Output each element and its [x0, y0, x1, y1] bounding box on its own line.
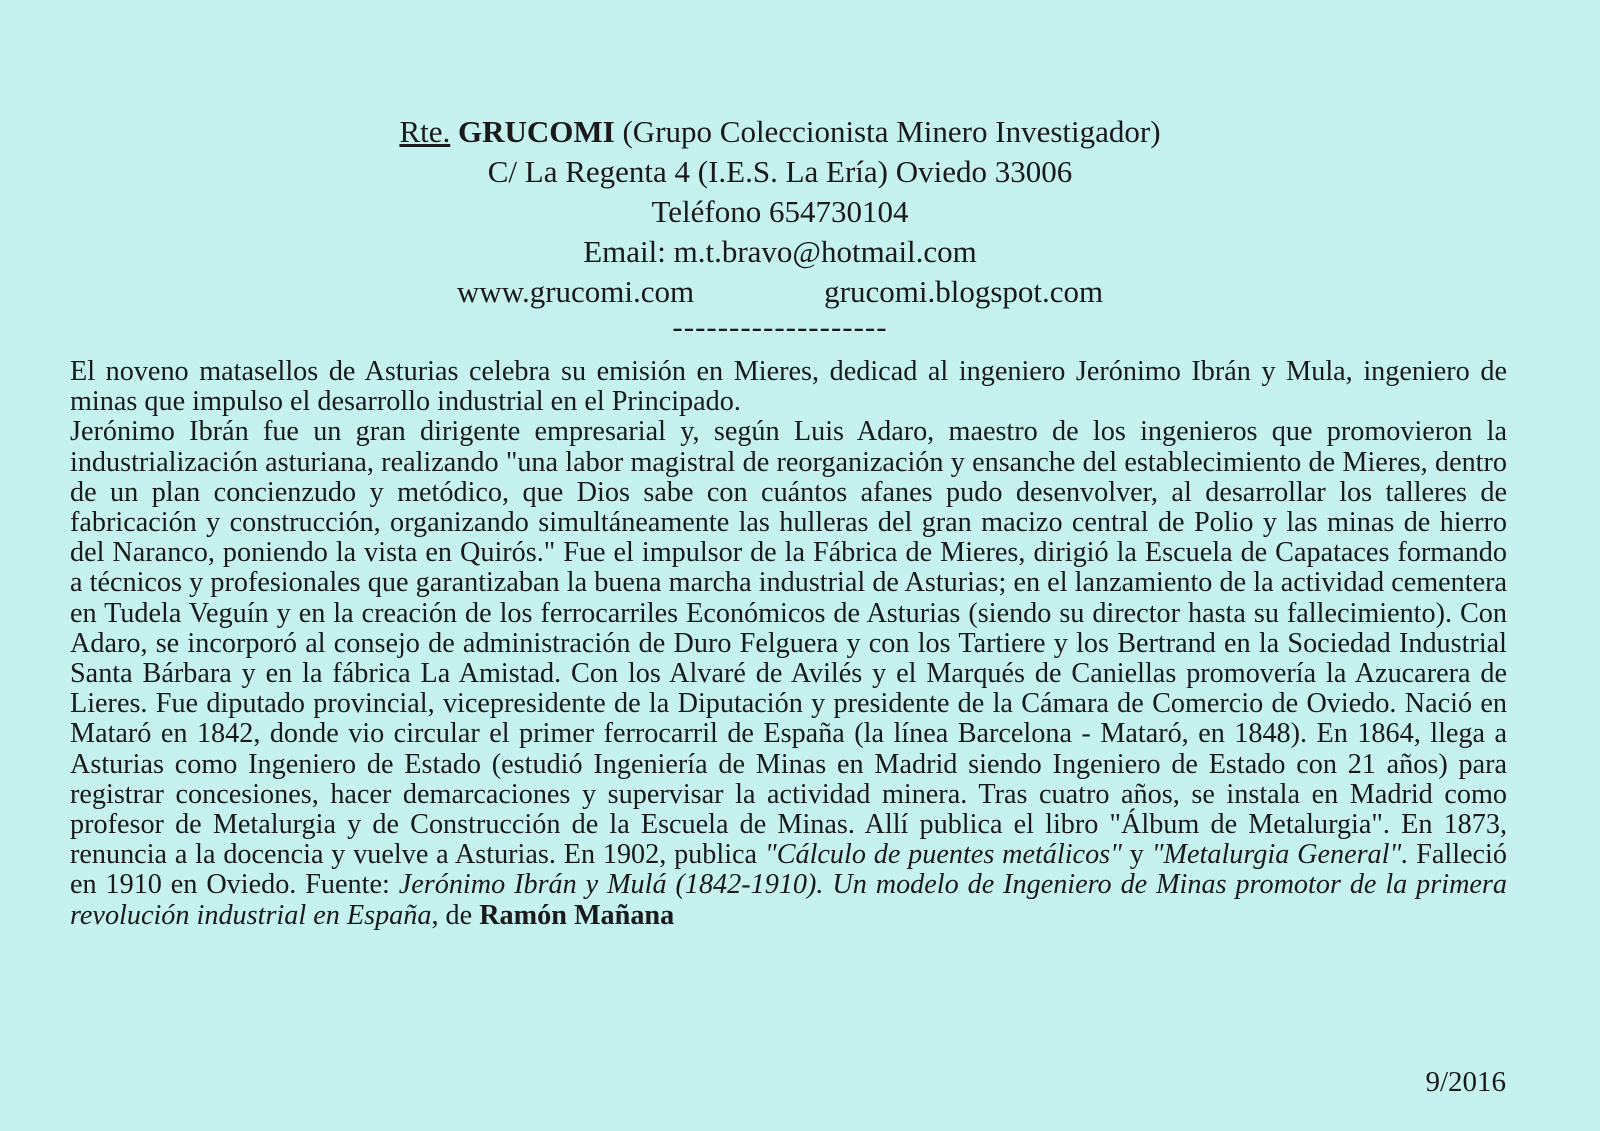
issue-date: 9/2016	[1425, 1066, 1506, 1098]
intro-paragraph: El noveno matasellos de Asturias celebra su emisión en Mieres, dedicad al ingeniero Jerónimo Ibrán y Mula, ingeniero de minas que impulso el desarrollo industrial en el Principado.	[70, 356, 1507, 418]
bio-paragraph	[70, 417, 1507, 930]
org-full-name: (Grupo Coleccionista Minero Investigador)	[622, 114, 1161, 149]
web-row	[0, 272, 1560, 312]
email-line: Email: m.t.bravo@hotmail.com	[583, 234, 977, 269]
death-text: Falleció en 1910 en Oviedo. Fuente:	[70, 839, 1507, 901]
book-title-1: "Cálculo de puentes metálicos"	[764, 839, 1122, 871]
phone-line: Teléfono 654730104	[651, 194, 909, 229]
org-name: GRUCOMI	[458, 114, 615, 149]
divider-line: -------------------	[672, 309, 888, 344]
book-title-2: "Metalurgia General".	[1151, 839, 1409, 871]
source-author: Ramón Mañana	[479, 899, 675, 931]
blog-link: grucomi.blogspot.com	[824, 274, 1104, 309]
conjunction: y	[1129, 839, 1144, 871]
address-line: C/ La Regenta 4 (I.E.S. La Ería) Oviedo 33006	[487, 154, 1073, 189]
website-link: www.grucomi.com	[456, 274, 695, 309]
sender-line	[0, 112, 1560, 152]
bio-text: Jerónimo Ibrán fue un gran dirigente empresarial y, según Luis Adaro, maestro de los ingenieros que promovieron la industrialización asturiana, realizando "una labor magistral de reorganización y ensanche del establecimiento de Mieres, dentro de un plan concienzudo y metódico, que Dios sabe con cuántos afanes pudo desenvolver, al desarrollar los talleres de fabricación y construcción, organizando simultáneamente las hulleras del gran macizo central de Polio y las minas de hierro del Naranco, poniendo la vista en Quirós." Fue el impulsor de la Fábrica de Mieres, dirigió la Escuela de Capataces formando a técnicos y profesionales que garantizaban la buena marcha industrial de Asturias; en el lanzamiento de la actividad cementera en Tudela Veguín y en la creación de los ferrocarriles Económicos de Asturias (siendo su director hasta su fallecimiento). Con Adaro, se incorporó al consejo de administración de Duro Felguera y con los Tartiere y los Bertrand en la Sociedad Industrial Santa Bárbara y en la fábrica La Amistad. Con los Alvaré de Avilés y el Marqués de Caniellas promovería la Azucarera de Lieres. Fue diputado provincial, vicepresidente de la Diputación y presidente de la Cámara de Comercio de Oviedo. Nació en Mataró en 1842, donde vio circular el primer ferrocarril de España (la línea Barcelona - Mataró, en 1848). En 1864, llega a Asturias como Ingeniero de Estado (estudió Ingeniería de Minas en Madrid siendo Ingeniero de Estado con 21 años) para registrar concesiones, hacer demarcaciones y supervisar la actividad minera. Tras cuatro años, se instala en Madrid como profesor de Metalurgia y de Construcción de la Escuela de Minas. Allí publica el libro "Álbum de Metalurgia". En 1873, renuncia a la docencia y vuelve a Asturias. En 1902, publica	[70, 416, 1507, 871]
sender-header	[0, 112, 1560, 342]
article-body	[70, 357, 1507, 931]
source-title: Jerónimo Ibrán y Mulá (1842-1910). Un modelo de Ingeniero de Minas promotor de la primera revolución industrial en España	[70, 869, 1507, 931]
rte-label: Rte.	[399, 114, 451, 149]
by-text: , de	[431, 899, 473, 931]
